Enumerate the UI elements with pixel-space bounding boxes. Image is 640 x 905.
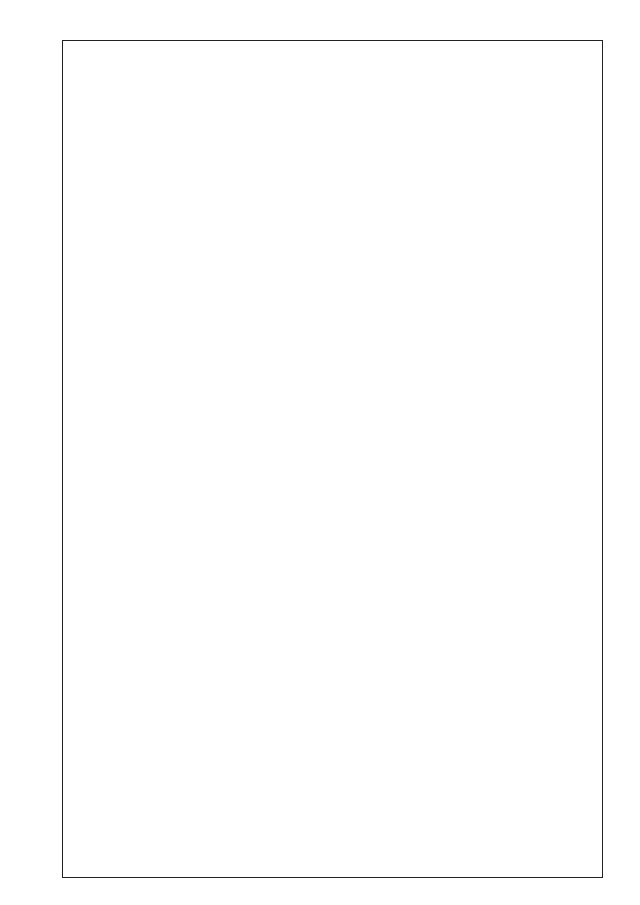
equipment-table [62,40,603,878]
